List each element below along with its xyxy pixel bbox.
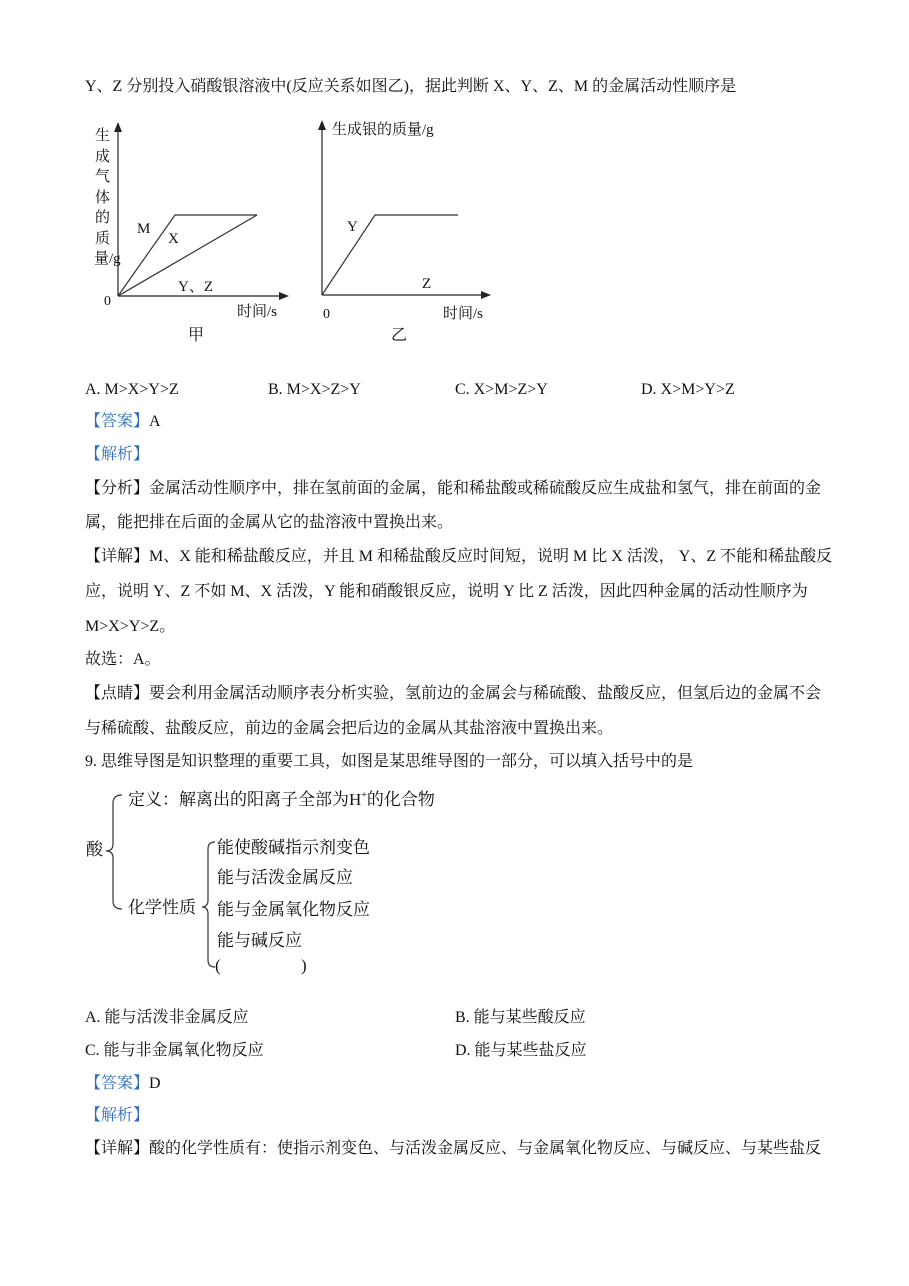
mindmap-item-2: 能与活泼金属反应 (217, 868, 353, 887)
jia-y-axis-label: 生成气体的质量/g (94, 128, 121, 267)
q8-dianjing-line-2: 与稀硫酸、盐酸反应，前边的金属会把后边的金属从其盐溶液中置换出来。 (85, 720, 614, 737)
mindmap-item-1: 能使酸碱指示剂变色 (217, 838, 370, 857)
q8-fenxi-line-1: 【分析】金属活动性顺序中，排在氢前面的金属，能和稀盐酸或稀硫酸反应生成盐和氢气，排在前面的金 (85, 480, 822, 497)
mindmap-item-4: 能与碱反应 (217, 931, 302, 950)
q8-xiangjie-line-1: 【详解】M、X 能和稀盐酸反应，并且 M 和稀盐酸反应时间短，说明 M 比 X 活泼， Y、Z 不能和稀盐酸反 (85, 548, 833, 565)
q9-option-b: B. 能与某些酸反应 (455, 1009, 586, 1026)
jia-caption: 甲 (188, 327, 205, 344)
q9-stem: 9. 思维导图是知识整理的重要工具，如图是某思维导图的一部分，可以填入括号中的是 (85, 753, 694, 770)
mindmap-definition (128, 790, 435, 810)
yi-x-axis-arrow (481, 291, 491, 299)
mindmap-definition-text: 定义：解离出的阳离子全部为H (128, 790, 362, 809)
q8-option-d: D. X>M>Y>Z (641, 381, 735, 398)
jia-x-axis-label: 时间/s (237, 304, 278, 320)
mindmap-blank-open: ( (215, 956, 221, 975)
mindmap-inner-bracket (202, 842, 215, 967)
jia-series-m-line (118, 215, 257, 296)
q8-option-a: A. M>X>Y>Z (85, 381, 179, 398)
q9-option-c: C. 能与非金属氧化物反应 (85, 1042, 264, 1059)
yi-y-axis-arrow (318, 120, 326, 130)
jia-series-yz-label: Y、Z (178, 279, 213, 295)
q8-answer-tag: 【答案】 (85, 413, 150, 430)
q9-answer-tag: 【答案】 (85, 1075, 150, 1092)
yi-x-axis-label: 时间/s (443, 306, 484, 322)
yi-series-y-line (322, 215, 458, 295)
figure-jia (104, 122, 289, 344)
yi-y-axis-label: 生成银的质量/g (332, 122, 434, 138)
q8-analysis-tag: 【解析】 (85, 446, 150, 463)
mindmap-blank-close: ) (301, 956, 307, 975)
jia-y-axis-arrow (114, 122, 122, 132)
mindmap-definition-sup: + (361, 790, 367, 801)
q9-answer (85, 1074, 161, 1094)
q8-fenxi-line-2: 属，能把排在后面的金属从它的盐溶液中置换出来。 (85, 514, 454, 531)
mindmap-outer-bracket (106, 795, 122, 909)
q9-answer-value: D (149, 1075, 161, 1092)
q8-option-c: C. X>M>Z>Y (455, 381, 548, 398)
q8-answer-value: A (149, 413, 161, 430)
q8-option-b: B. M>X>Z>Y (268, 381, 361, 398)
mindmap-definition-tail: 的化合物 (366, 790, 435, 809)
q8-xiangjie-line-3: M>X>Y>Z。 (85, 618, 176, 635)
yi-origin-label: 0 (323, 307, 330, 322)
yi-caption: 乙 (391, 327, 408, 344)
mindmap-item-3: 能与金属氧化物反应 (217, 900, 370, 919)
q8-xiangjie-line-2: 应，说明 Y、Z 不如 M、X 活泼，Y 能和硝酸银反应，说明 Y 比 Z 活泼，因此四种金属的活动性顺序为 (85, 583, 808, 600)
q8-choice: 故选：A。 (85, 651, 161, 668)
yi-series-y-label: Y (347, 219, 358, 235)
jia-series-m-label: M (137, 221, 151, 237)
jia-series-x-label: X (168, 231, 179, 247)
jia-origin-label: 0 (104, 294, 111, 309)
figure-yi (318, 120, 491, 344)
q9-option-d: D. 能与某些盐反应 (455, 1042, 587, 1059)
jia-series-x-line (118, 215, 257, 296)
q8-answer (85, 412, 161, 432)
yi-series-z-label: Z (422, 276, 432, 292)
jia-x-axis-arrow (279, 292, 289, 300)
q8-stem-tail: Y、Z 分别投入硝酸银溶液中(反应关系如图乙)，据此判断 X、Y、Z、M 的金属活动性顺序是 (85, 78, 737, 95)
q9-xiangjie-line-1: 【详解】酸的化学性质有：使指示剂变色、与活泼金属反应、与金属氧化物反应、与碱反应、与某些盐反 (85, 1140, 822, 1157)
q9-analysis-tag: 【解析】 (85, 1107, 150, 1124)
q9-option-a: A. 能与活泼非金属反应 (85, 1009, 249, 1026)
mindmap-root: 酸 (86, 840, 103, 859)
mindmap-branch: 化学性质 (128, 898, 196, 917)
q8-dianjing-line-1: 【点睛】要会利用金属活动顺序表分析实验，氢前边的金属会与稀硫酸、盐酸反应，但氢后边的金属不会 (85, 685, 822, 702)
